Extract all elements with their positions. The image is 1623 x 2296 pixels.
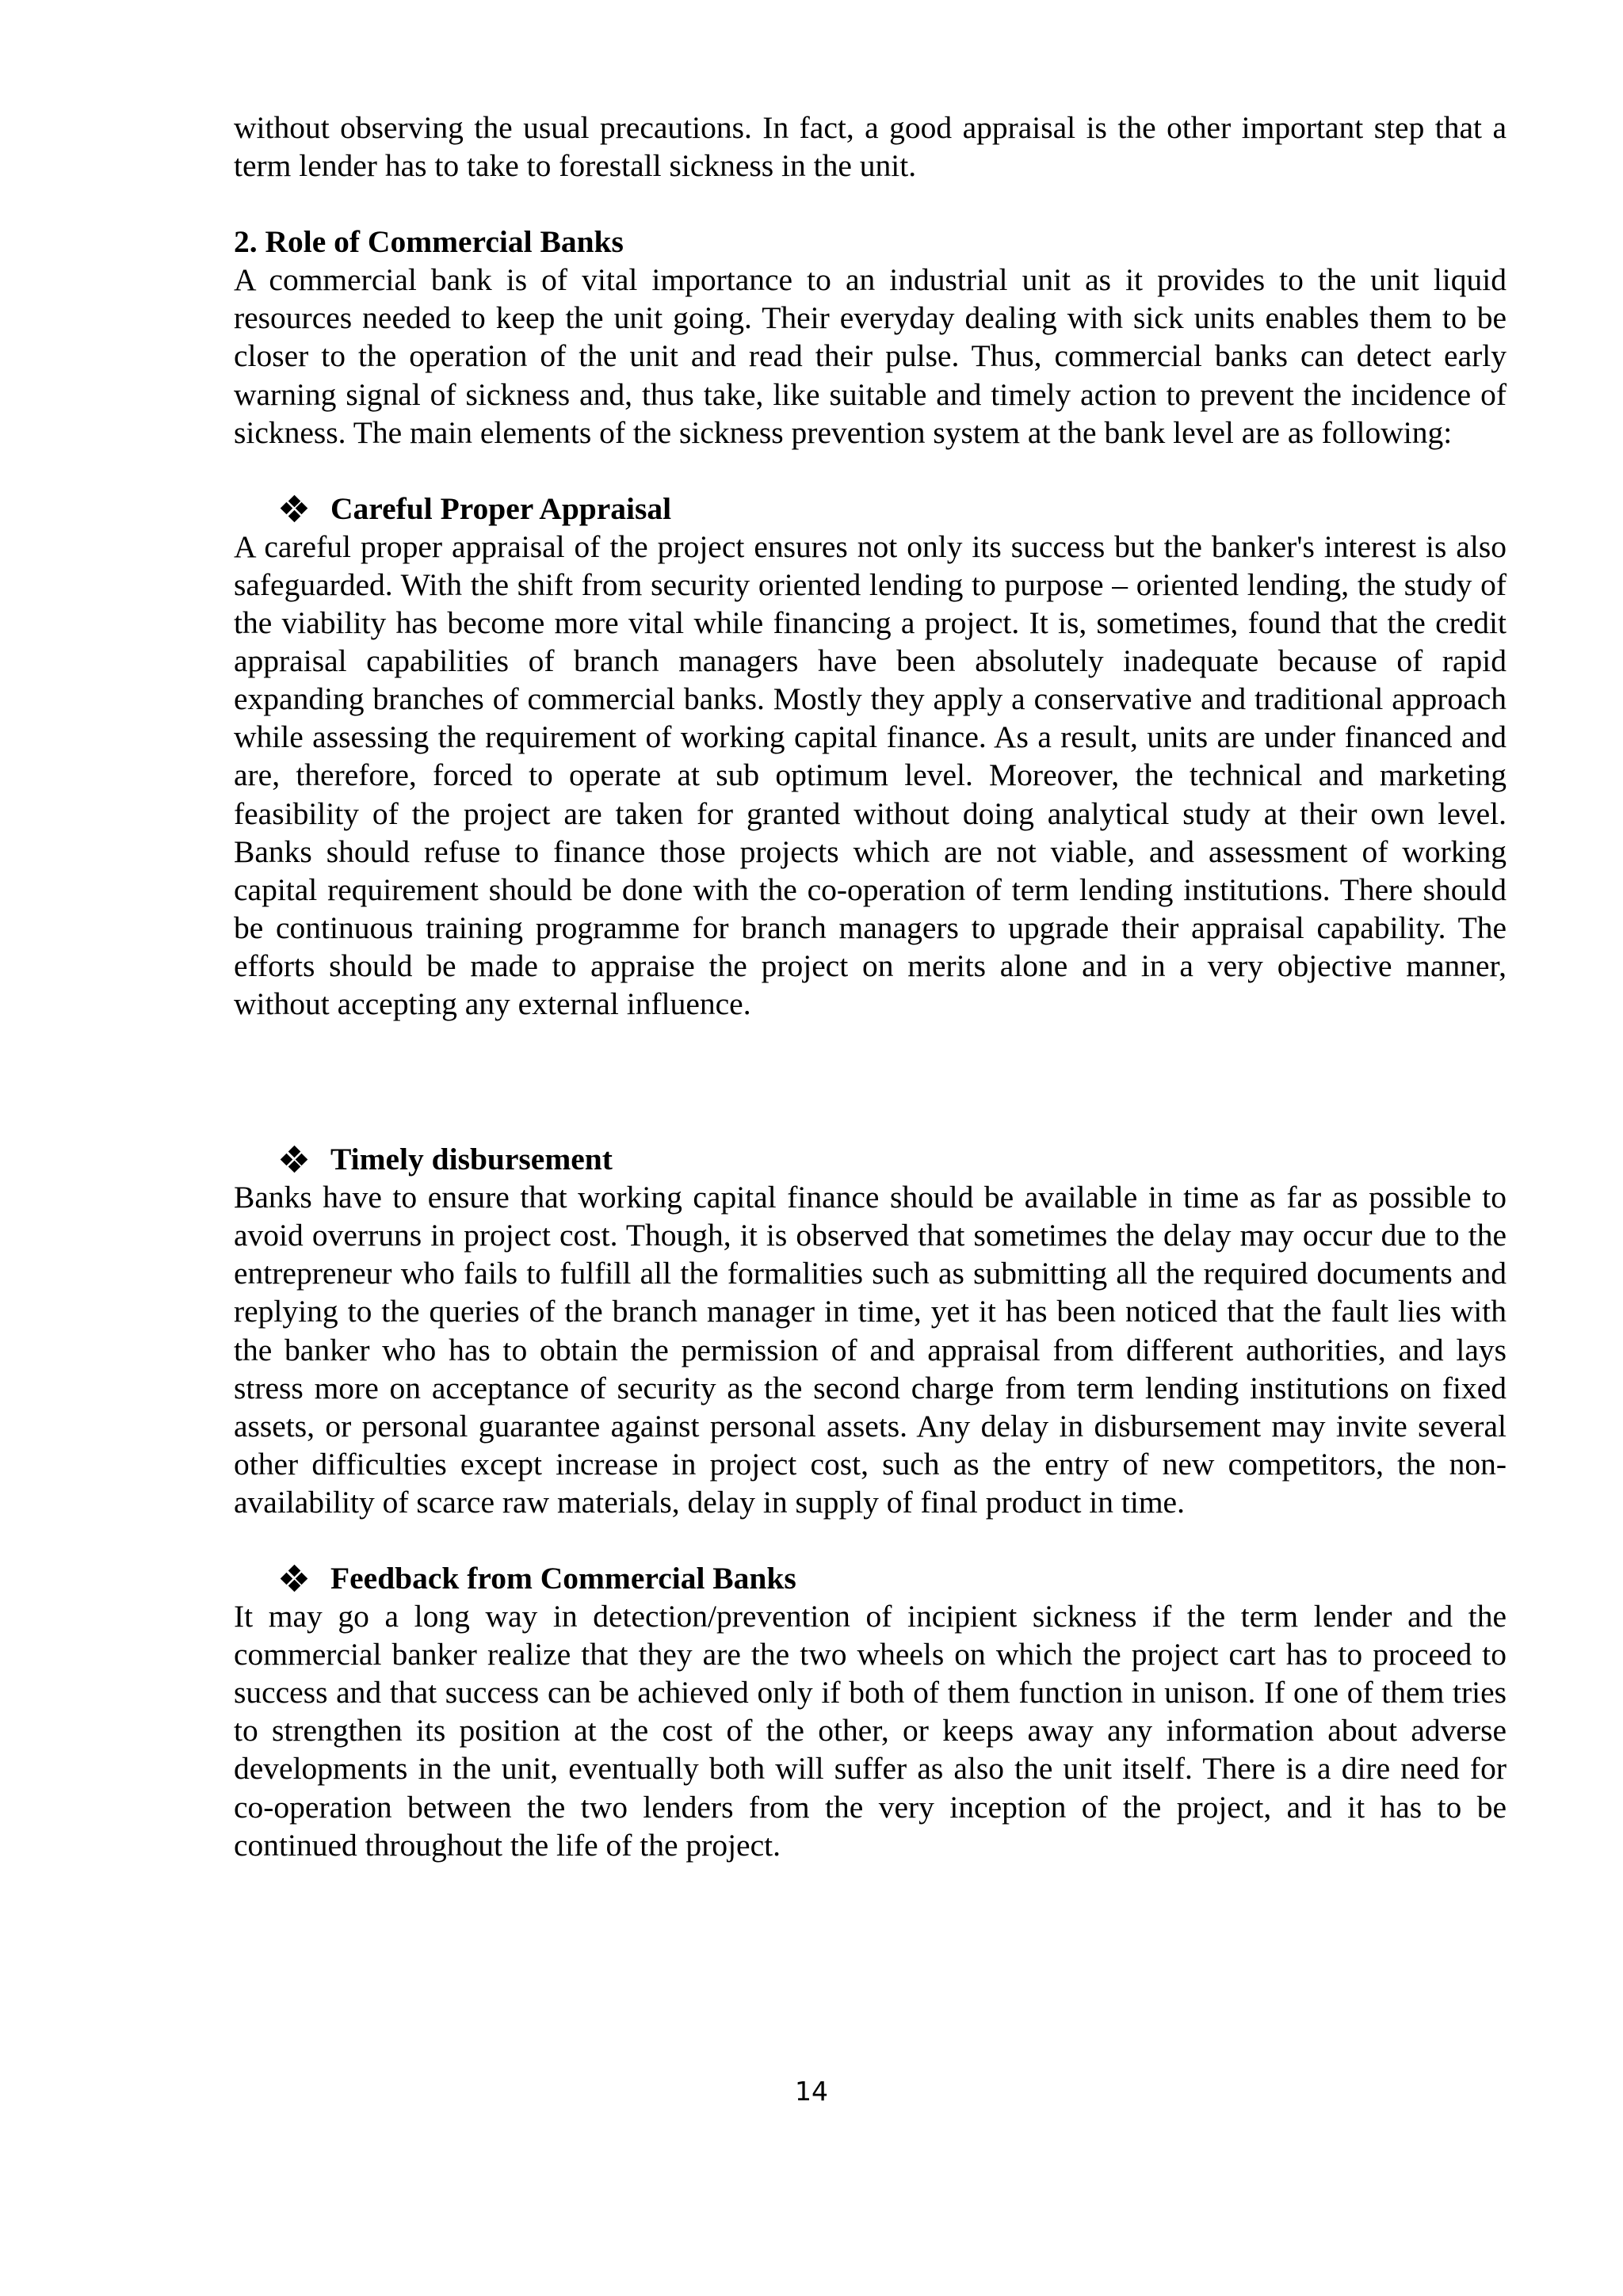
subsection-heading-appraisal [234,490,1507,528]
document-page [234,109,1507,1864]
subsection-body-disbursement: Banks have to ensure that working capital finance should be available in time as far as possible to avoid overruns in project cost. Though, it is observed that sometimes the delay may occur due to the entrepreneur who fails to fulfill all the formalities such as submitting all the required documents and replying to the queries of the branch manager in time, yet it has been noticed that the fault lies with the banker who has to obtain the permission of and appraisal from different authorities, and lays stress more on acceptance of security as the second charge from term lending institutions on fixed assets, or personal guarantee against personal assets. Any delay in disbursement may invite several other difficulties except increase in project cost, such as the entry of new competitors, the non-availability of scarce raw materials, delay in supply of final product in time. [234,1180,1507,1520]
diamond-bullet-icon [281,1146,307,1172]
subsection-body-feedback: It may go a long way in detection/prevention of incipient sickness if the term lender and the commercial banker realize that they are the two wheels on which the project cart has to proceed to success and that success can be achieved only if both of them function in unison. If one of them tries to strengthen its position at the cost of the other, or keeps away any information about adverse developments in the unit, eventually both will suffer as also the unit itself. There is a dire need for co-operation between the two lenders from the very inception of the project, and it has to be continued throughout the life of the project. [234,1599,1507,1863]
subsection-heading-text: Careful Proper Appraisal [330,490,672,526]
subsection-heading-disbursement [234,1140,1507,1178]
section-heading: 2. Role of Commercial Banks [234,224,624,260]
diamond-bullet-icon [281,496,307,521]
subsection-heading-feedback [234,1559,1507,1597]
subsection-body-appraisal: A careful proper appraisal of the project ensures not only its success but the banker's interest is also safeguarded. With the shift from security oriented lending to purpose – oriented lending, the study of the viability has become more vital while financing a project. It is, sometimes, found that the credit appraisal capabilities of branch managers have been absolutely inadequate because of rapid expanding branches of commercial banks. Mostly they apply a conservative and traditional approach while assessing the requirement of working capital finance. As a result, units are under financed and are, therefore, forced to operate at sub optimum level. Moreover, the technical and marketing feasibility of the project are taken for granted without doing analytical study at their own level. Banks should refuse to finance those projects which are not viable, and assessment of working capital requirement should be done with the co-operation of term lending institutions. There should be continuous training programme for branch managers to upgrade their appraisal capability. The efforts should be made to appraise the project on merits alone and in a very objective manner, without accepting any external influence. [234,528,1507,1021]
intro-paragraph: without observing the usual precautions. In fact, a good appraisal is the other important step that a term lender has to take to forestall sickness in the unit. [234,110,1507,184]
subsection-heading-text: Feedback from Commercial Banks [330,1561,796,1596]
subsection-heading-text: Timely disbursement [330,1142,613,1177]
diamond-bullet-icon [281,1566,307,1591]
page-number: 14 [795,2076,828,2107]
section-paragraph: A commercial bank is of vital importance to an industrial unit as it provides to the unit liquid resources needed to keep the unit going. Their everyday dealing with sick units enables them to be closer to the operation of the unit and read their pulse. Thus, commercial banks can detect early warning signal of sickness and, thus take, like suitable and timely action to prevent the incidence of sickness. The main elements of the sickness prevention system at the bank level are as following: [234,262,1507,450]
